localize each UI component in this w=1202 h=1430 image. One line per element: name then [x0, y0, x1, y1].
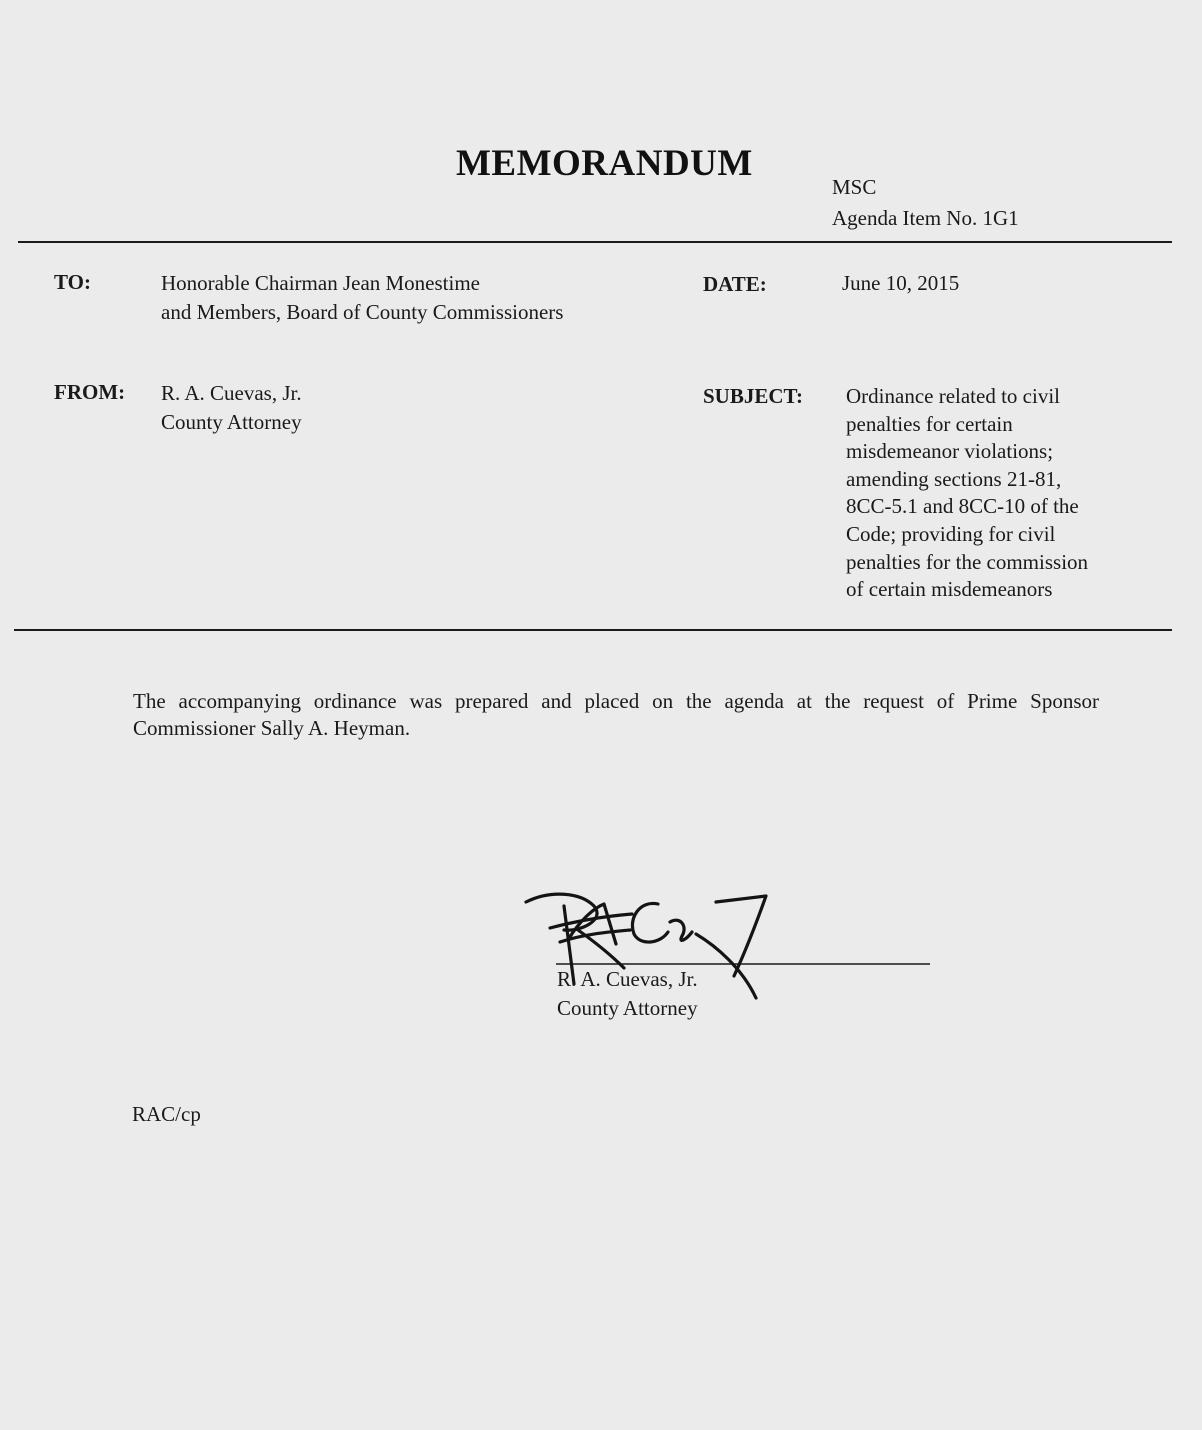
subject-line: 8CC-5.1 and 8CC-10 of the [846, 494, 1079, 519]
signer-name: R. A. Cuevas, Jr. [557, 967, 698, 991]
date-label: DATE: [703, 272, 767, 296]
from-value [161, 379, 302, 437]
memo-meta [832, 172, 1019, 234]
meta-agenda-item: Agenda Item No. 1G1 [832, 206, 1019, 230]
from-line-2: County Attorney [161, 410, 302, 434]
subject-line: amending sections 21-81, [846, 466, 1062, 491]
reference-initials: RAC/cp [132, 1102, 201, 1126]
from-line-1: R. A. Cuevas, Jr. [161, 381, 302, 405]
signature-text [557, 965, 698, 1023]
subject-value [846, 383, 1146, 604]
header-divider [18, 241, 1172, 243]
to-label: TO: [54, 270, 91, 294]
to-line-2: and Members, Board of County Commissioners [161, 300, 564, 324]
subject-line: of certain misdemeanors [846, 577, 1053, 602]
to-line-1: Honorable Chairman Jean Monestime [161, 271, 480, 295]
memo-title: MEMORANDUM [456, 143, 753, 184]
to-value [161, 269, 563, 327]
subject-line: Code; providing for civil [846, 521, 1056, 546]
memo-body: The accompanying ordinance was prepared and placed on the agenda at the request of Prime Sponsor Commissioner Sally A. Heyman. [133, 689, 1099, 740]
signature-block [520, 880, 940, 1020]
signer-title: County Attorney [557, 996, 698, 1020]
body-divider [14, 629, 1172, 631]
subject-label: SUBJECT: [703, 384, 803, 408]
from-label: FROM: [54, 380, 126, 404]
subject-line: penalties for the commission [846, 549, 1089, 574]
subject-line: misdemeanor violations; [846, 439, 1054, 464]
meta-office: MSC [832, 175, 877, 199]
date-value: June 10, 2015 [842, 271, 960, 295]
subject-line: penalties for certain [846, 411, 1013, 436]
subject-line: Ordinance related to civil [846, 384, 1060, 408]
